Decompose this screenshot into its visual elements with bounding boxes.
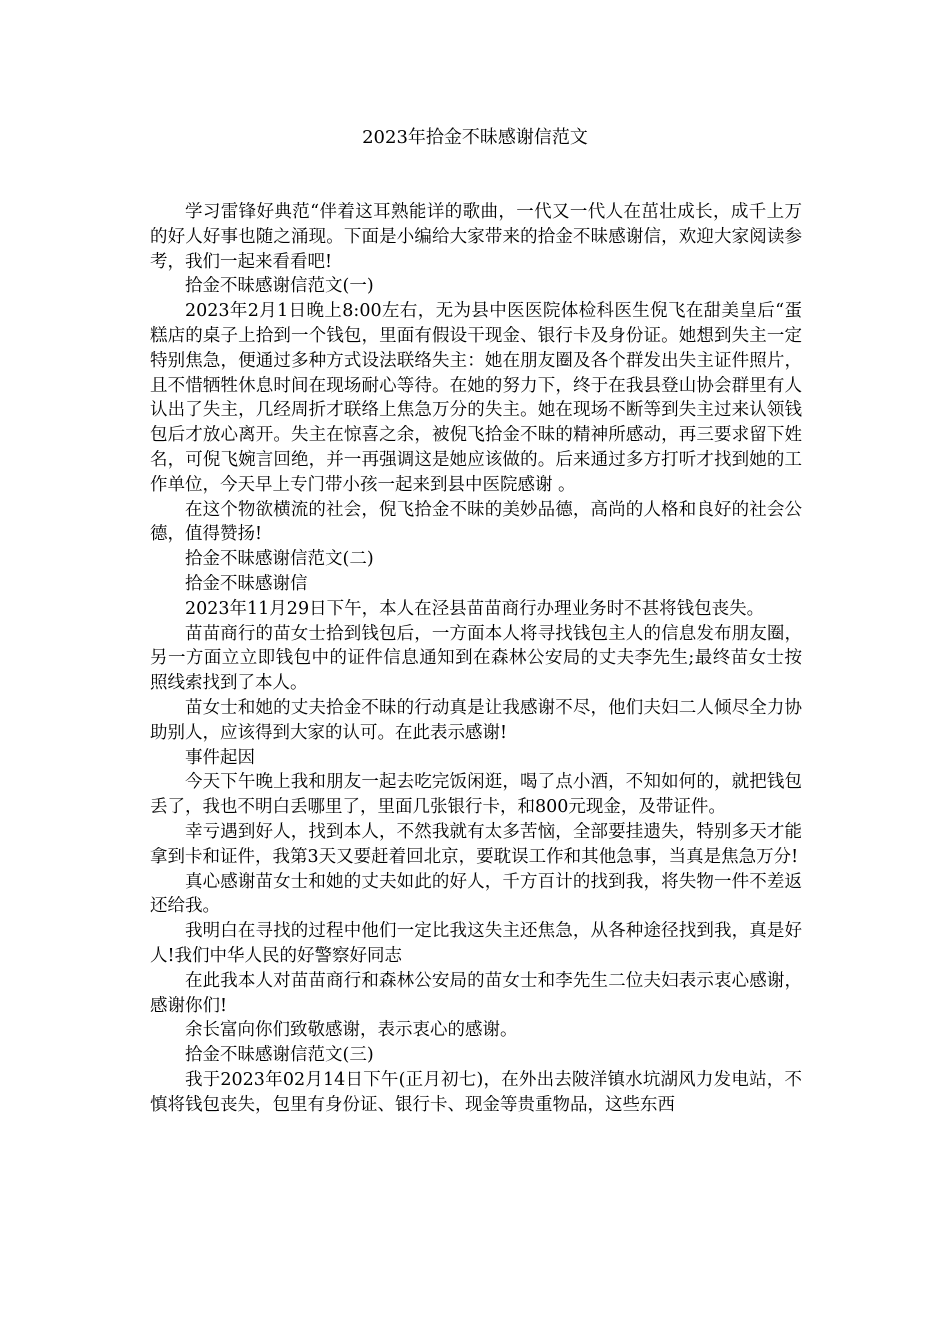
paragraph: 真心感谢苗女士和她的丈夫如此的好人，千方百计的找到我，将失物一件不差返还给我。	[150, 871, 802, 917]
section-heading-1: 拾金不昧感谢信范文(一)	[185, 276, 374, 297]
letter-heading: 拾金不昧感谢信	[185, 573, 308, 594]
document-body	[150, 200, 802, 1117]
paragraph: 苗女士和她的丈夫拾金不昧的行动真是让我感谢不尽，他们夫妇二人倾尽全力协助别人，应该得到大家的认可。在此表示感谢!	[150, 697, 802, 743]
paragraph: 我于2023年02月14日下午(正月初七)，在外出去陂洋镇水坑湖风力发电站，不慎将钱包丧失，包里有身份证、银行卡、现金等贵重物品，这些东西	[150, 1069, 802, 1115]
section-heading-2: 拾金不昧感谢信范文(二)	[185, 549, 374, 570]
paragraph: 我明白在寻找的过程中他们一定比我这失主还焦急，从各种途径找到我，真是好人!我们中华人民的好警察好同志	[150, 921, 802, 966]
document-title: 2023年拾金不昧感谢信范文	[362, 127, 588, 148]
paragraph: 在这个物欲横流的社会，倪飞拾金不昧的美妙品德，高尚的人格和良好的社会公德，值得赞扬!	[150, 499, 802, 545]
paragraph: 今天下午晚上我和朋友一起去吃完饭闲逛，喝了点小酒，不知如何的，就把钱包丢了，我也不明白丢哪里了，里面几张银行卡，和800元现金，及带证件。	[150, 772, 802, 818]
paragraph: 2023年2月1日晚上8:00左右，无为县中医医院体检科医生倪飞在甜美皇后“蛋糕店的桌子上拾到一个钱包，里面有假设干现金、银行卡及身份证。她想到失主一定特别焦急，便通过多种方式设法联络失主：她在朋友圈及各个群发出失主证件照片，且不惜牺牲休息时间在现场耐心等待。在她的努力下，终于在我县登山协会群里有人认出了失主，几经周折才联络上焦急万分的失主。她在现场不断等到失主过来认领钱包后才放心离开。失主在惊喜之余，被倪飞拾金不昧的精神所感动，再三要求留下姓名，可倪飞婉言回绝，并一再强调这是她应该做的。后来通过多方打听才找到她的工作单位，今天早上专门带小孩一起来到县中医院感谢 。	[150, 301, 802, 495]
section-heading-3: 拾金不昧感谢信范文(三)	[185, 1045, 374, 1066]
paragraph: 在此我本人对苗苗商行和森林公安局的苗女士和李先生二位夫妇表示衷心感谢，感谢你们!	[150, 970, 802, 1016]
paragraph-signature: 余长富向你们致敬感谢，表示衷心的感谢。	[185, 1020, 518, 1041]
subheading-event-cause: 事件起因	[185, 747, 255, 768]
paragraph: 苗苗商行的苗女士拾到钱包后，一方面本人将寻找钱包主人的信息发布朋友圈，另一方面立立即钱包中的证件信息通知到在森林公安局的丈夫李先生;最终苗女士按照线索找到了本人。	[150, 623, 802, 694]
paragraph-intro: 学习雷锋好典范“伴着这耳熟能详的歌曲，一代又一代人在茁壮成长，成千上万的好人好事也随之涌现。下面是小编给大家带来的拾金不昧感谢信，欢迎大家阅读参考，我们一起来看看吧!	[150, 202, 802, 272]
paragraph: 2023年11月29日下午，本人在泾县苗苗商行办理业务时不甚将钱包丧失。	[185, 598, 765, 619]
paragraph: 幸亏遇到好人，找到本人，不然我就有太多苦恼，全部要挂遗失，特别多天才能拿到卡和证件，我第3天又要赶着回北京，要耽误工作和其他急事，当真是焦急万分!	[150, 821, 802, 867]
